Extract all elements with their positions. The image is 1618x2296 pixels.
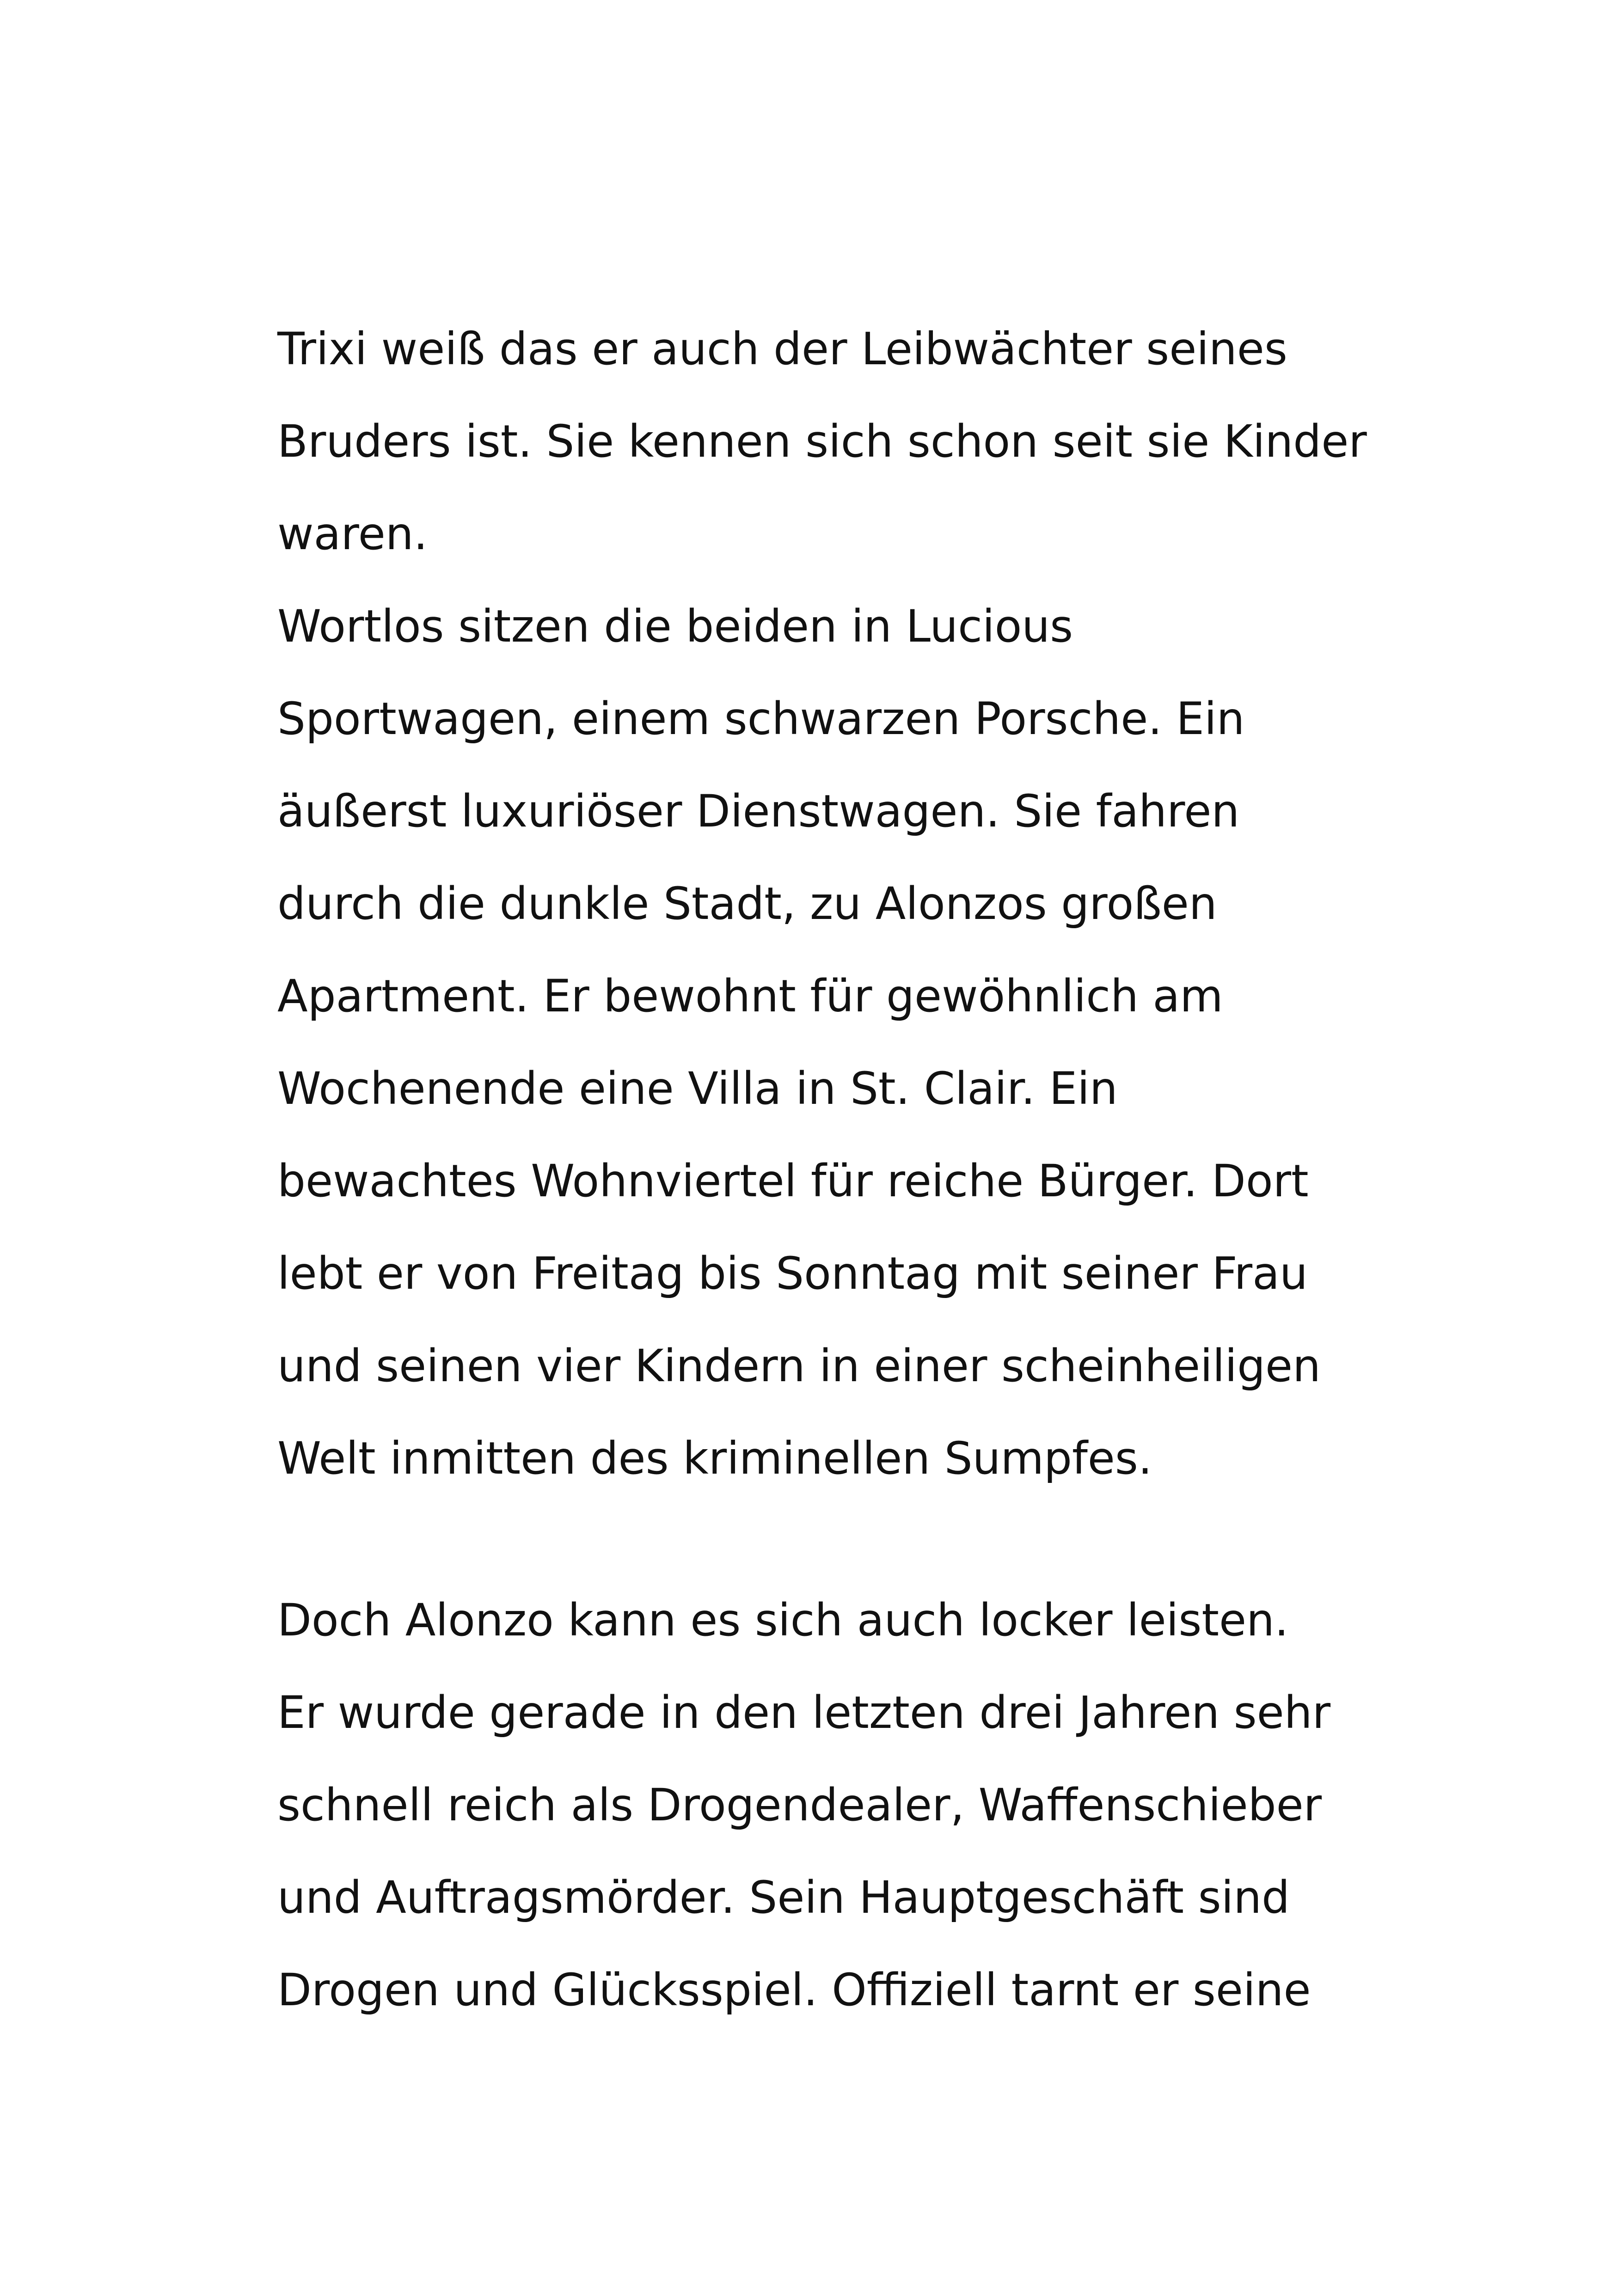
- text-line: Wortlos sitzen die beiden in Lucious: [277, 600, 1073, 652]
- text-line: durch die dunkle Stadt, zu Alonzos großen: [277, 878, 1217, 930]
- text-line: lebt er von Freitag bis Sonntag mit seiner Frau: [277, 1248, 1308, 1299]
- text-line: äußerst luxuriöser Dienstwagen. Sie fahren: [277, 785, 1240, 837]
- text-line: Doch Alonzo kann es sich auch locker leisten.: [277, 1594, 1289, 1646]
- text-line: Er wurde gerade in den letzten drei Jahren sehr: [277, 1687, 1331, 1739]
- text-line: Wochenende eine Villa in St. Clair. Ein: [277, 1063, 1118, 1114]
- text-line: und Auftragsmörder. Sein Hauptgeschäft sind: [277, 1872, 1290, 1923]
- text-line: Drogen und Glücksspiel. Offiziell tarnt er seine: [277, 1964, 1311, 2016]
- text-line: Trixi weiß das er auch der Leibwächter seines: [277, 323, 1287, 375]
- text-line: Bruders ist. Sie kennen sich schon seit sie Kinder: [277, 416, 1367, 467]
- text-line: Sportwagen, einem schwarzen Porsche. Ein: [277, 693, 1245, 745]
- text-line: waren.: [277, 508, 428, 560]
- text-line: und seinen vier Kindern in einer scheinheiligen: [277, 1340, 1321, 1392]
- text-line: Welt inmitten des kriminellen Sumpfes.: [277, 1433, 1152, 1484]
- text-line: bewachtes Wohnviertel für reiche Bürger. Dort: [277, 1155, 1309, 1207]
- text-line: Apartment. Er bewohnt für gewöhnlich am: [277, 970, 1223, 1022]
- text-line: schnell reich als Drogendealer, Waffenschieber: [277, 1779, 1322, 1831]
